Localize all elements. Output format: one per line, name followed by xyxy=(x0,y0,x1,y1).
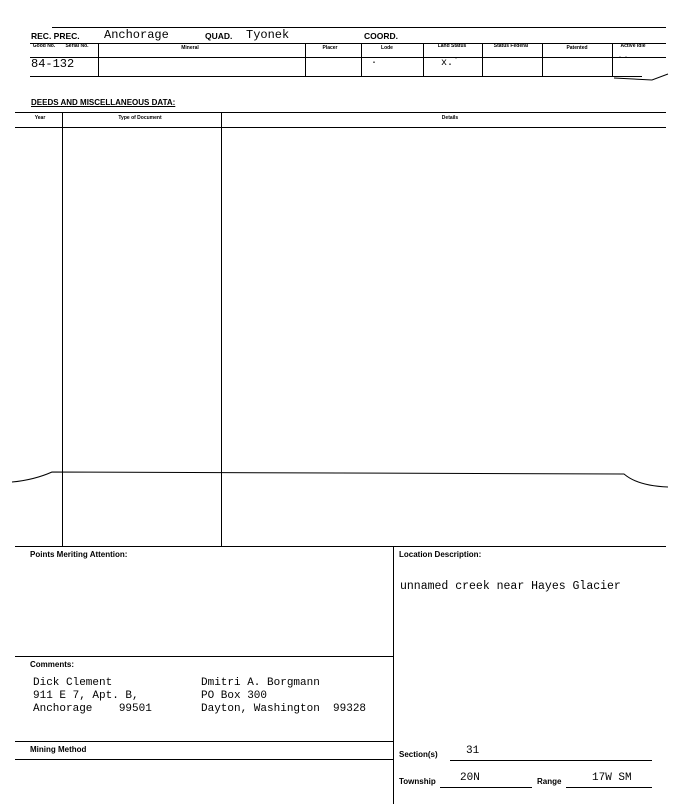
location-text: unnamed creek near Hayes Glacier xyxy=(400,580,621,593)
deeds-type-header: Type of Document xyxy=(118,115,162,121)
mining-top-rule xyxy=(15,741,393,742)
township-underline xyxy=(440,787,532,788)
quad-label: QUAD. xyxy=(205,31,233,41)
col-serial-no: Serial No. xyxy=(65,43,89,49)
hand-stroke xyxy=(612,70,670,84)
comments-top-rule xyxy=(15,656,393,657)
col-divider xyxy=(305,43,306,76)
contact-right-name: Dmitri A. Borgmann xyxy=(201,677,320,689)
col-land-status: Land Status xyxy=(437,43,467,49)
contact-right-address: PO Box 300 xyxy=(201,690,268,702)
rec-prec-label: REC. PREC. xyxy=(31,31,80,41)
section-value: 31 xyxy=(466,745,480,757)
contact-left-address: 911 E 7, Apt. B, xyxy=(33,690,139,702)
deeds-details-header: Details xyxy=(441,115,459,121)
contact-left-name: Dick Clement xyxy=(33,677,113,689)
location-label: Location Description: xyxy=(399,550,482,559)
mining-method-label: Mining Method xyxy=(30,745,87,754)
row-bottom-rule xyxy=(30,76,642,77)
col-lode: Lode xyxy=(381,45,393,51)
col-active-idle: Active Idle xyxy=(620,43,646,49)
section-label: Section(s) xyxy=(399,750,438,759)
col-divider xyxy=(361,43,362,76)
quad-value: Tyonek xyxy=(246,28,290,42)
col-good-no: Good No. xyxy=(32,43,56,49)
record-number: 84-132 xyxy=(31,57,75,71)
range-value: 17W SM xyxy=(592,772,632,784)
active-mark: ˙˙ xyxy=(617,57,630,68)
lode-mark: · xyxy=(371,58,378,69)
col-divider xyxy=(98,43,99,76)
points-label: Points Meriting Attention: xyxy=(30,550,128,559)
contact-left-city: Anchorage 99501 xyxy=(33,703,152,715)
township-label: Township xyxy=(399,777,436,786)
col-divider xyxy=(423,43,424,76)
deeds-top-rule xyxy=(15,112,666,113)
col-mineral: Mineral xyxy=(181,45,199,51)
coord-label: COORD. xyxy=(364,31,398,41)
hand-drawn-line xyxy=(10,468,670,494)
deeds-header-rule xyxy=(15,127,666,128)
subheader-rule xyxy=(30,57,666,58)
deeds-title: DEEDS AND MISCELLANEOUS DATA: xyxy=(31,98,176,107)
col-status-federal: Status Federal xyxy=(493,43,529,49)
township-value: 20N xyxy=(460,772,480,784)
land-status-mark: x.˙ xyxy=(441,58,460,69)
contact-right-city: Dayton, Washington 99328 xyxy=(201,703,367,715)
range-label: Range xyxy=(537,777,562,786)
rec-prec-value: Anchorage xyxy=(104,28,169,42)
deeds-year-header: Year xyxy=(34,115,46,121)
mining-bottom-rule xyxy=(15,759,393,760)
deeds-bottom-rule xyxy=(15,546,666,547)
range-underline xyxy=(566,787,652,788)
col-placer: Placer xyxy=(322,45,338,51)
col-divider xyxy=(482,43,483,76)
col-divider xyxy=(542,43,543,76)
comments-label: Comments: xyxy=(30,660,75,669)
section-underline xyxy=(450,760,652,761)
col-patented: Patented xyxy=(566,45,588,51)
header-rule xyxy=(30,43,666,44)
lower-divider xyxy=(393,546,394,804)
